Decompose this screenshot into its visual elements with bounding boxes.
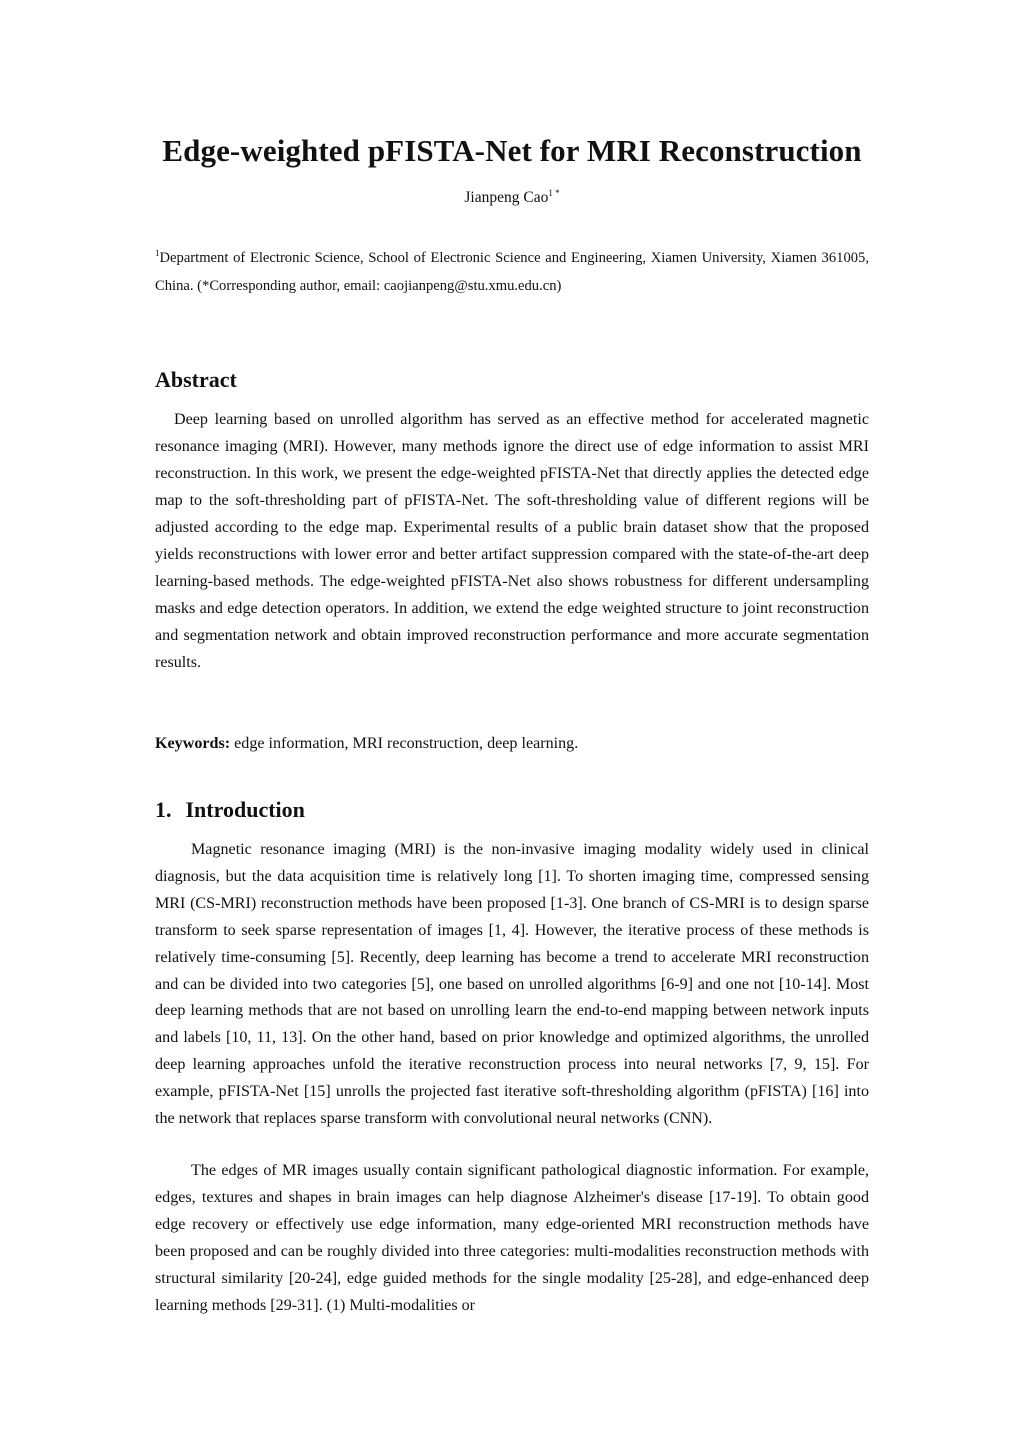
keywords-label: Keywords: [155,735,231,752]
abstract-text: Deep learning based on unrolled algorithm has served as an effective method for accelerated magnetic resonance imaging (MRI). However, many methods ignore the direct use of edge information to assist MRI reconstruction. In this work, we present the edge-weighted pFISTA-Net that directly applies the detected edge map to the soft-thresholding part of pFISTA-Net. The soft-thresholding value of different regions will be adjusted according to the edge map. Experimental results of a public brain dataset show that the proposed yields reconstructions with lower error and better artifact suppression compared with the state-of-the-art deep learning-based methods. The edge-weighted pFISTA-Net also shows robustness for different undersampling masks and edge detection operators. In addition, we extend the edge weighted structure to joint reconstruction and segmentation network and obtain improved reconstruction performance and more accurate segmentation results. [155,411,869,671]
section-number: 1. [155,797,172,822]
introduction-heading [155,795,305,825]
keywords [155,730,869,757]
affiliation-text: Department of Electronic Science, School of Electronic Science and Engineering, Xiamen University, Xiamen 361005, China. (*Corresponding author, email: caojianpeng@stu.xmu.edu.cn) [155,250,869,294]
intro-paragraph: Magnetic resonance imaging (MRI) is the non-invasive imaging modality widely used in clinical diagnosis, but the data acquisition time is relatively long [1]. To shorten imaging time, compressed sensing MRI (CS-MRI) reconstruction methods have been proposed [1-3]. One branch of CS-MRI is to design sparse transform to seek sparse representation of images [1, 4]. However, the iterative process of these methods is relatively time-consuming [5]. Recently, deep learning has become a trend to accelerate MRI reconstruction and can be divided into two categories [5], one based on unrolled algorithms [6-9] and one not [10-14]. Most deep learning methods that are not based on unrolling learn the end-to-end mapping between network inputs and labels [10, 11, 13]. On the other hand, based on prior knowledge and optimized algorithms, the unrolled deep learning approaches unfold the iterative reconstruction process into neural networks [7, 9, 15]. For example, pFISTA-Net [15] unrolls the projected fast iterative soft-thresholding algorithm (pFISTA) [16] into the network that replaces sparse transform with convolutional neural networks (CNN). [155,841,869,1128]
paper-title: Edge-weighted pFISTA-Net for MRI Reconstruction [162,133,862,168]
author-name: Jianpeng Cao [464,189,549,206]
author-marks: 1 * [548,188,560,198]
affiliation [155,245,869,300]
affiliation-mark: 1 [155,248,160,258]
intro-paragraph: The edges of MR images usually contain significant pathological diagnostic information. For example, edges, textures and shapes in brain images can help diagnose Alzheimer's disease [17-19]. To obtain good edge recovery or effectively use edge information, many edge-oriented MRI reconstruction methods have been proposed and can be roughly divided into three categories: multi-modalities reconstruction methods with structural similarity [20-24], edge guided methods for the single modality [25-28], and edge-enhanced deep learning methods [29-31]. (1) Multi-modalities or [155,1162,869,1314]
author-line [0,186,1024,210]
keywords-text: edge information, MRI reconstruction, deep learning. [234,735,579,752]
abstract-heading: Abstract [155,367,237,392]
section-title: Introduction [185,797,305,822]
